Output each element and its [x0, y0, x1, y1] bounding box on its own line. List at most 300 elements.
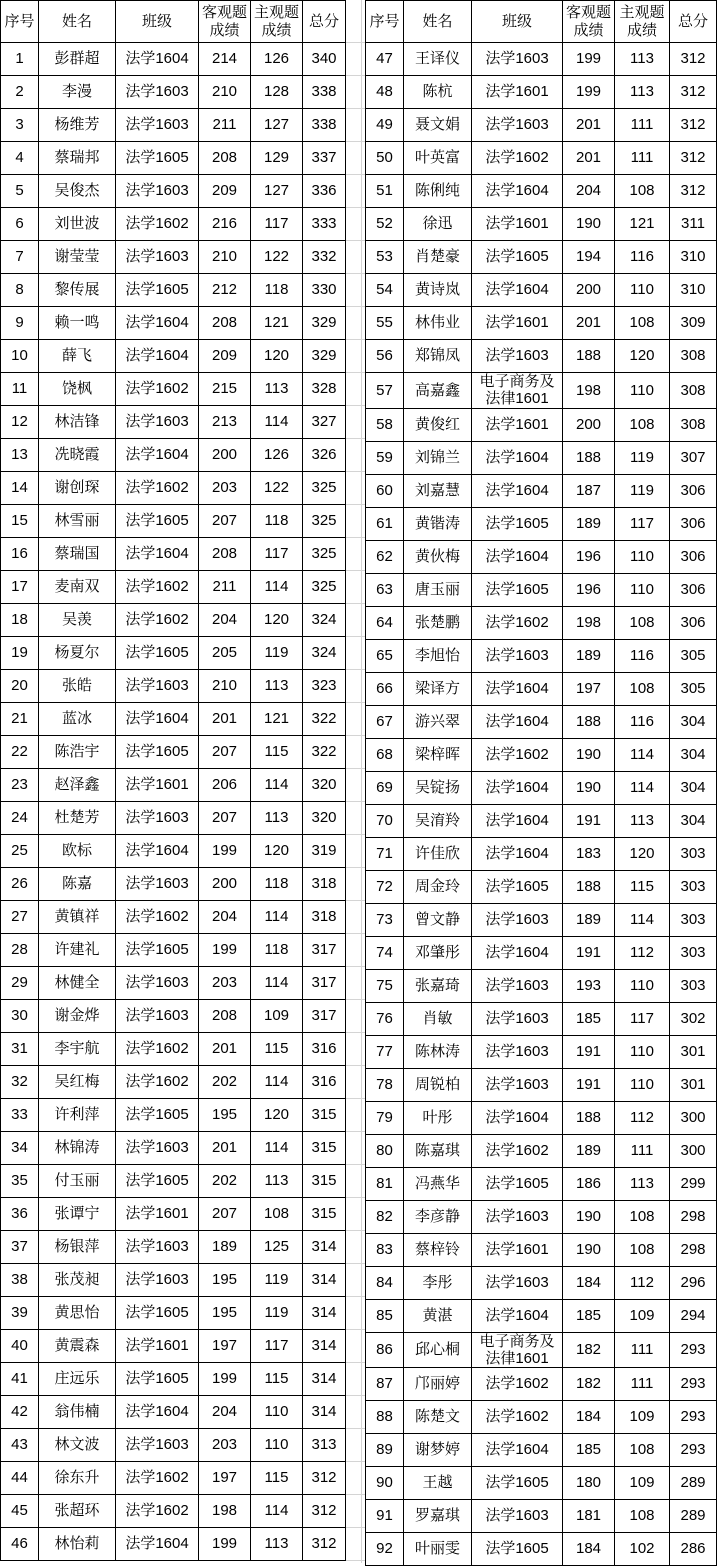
cell-objective-score: 201 — [563, 109, 615, 142]
cell-name: 黄震森 — [39, 1330, 116, 1363]
cell-name: 赵泽鑫 — [39, 769, 116, 802]
cell-seq: 49 — [366, 109, 404, 142]
cell-subjective-score: 110 — [615, 969, 670, 1002]
cell-subjective-score: 129 — [251, 142, 303, 175]
cell-seq: 86 — [366, 1332, 404, 1368]
cell-name: 黄锴涛 — [404, 507, 472, 540]
table-row — [1, 868, 346, 901]
cell-seq: 79 — [366, 1101, 404, 1134]
cell-seq: 64 — [366, 606, 404, 639]
cell-total-score: 303 — [670, 837, 717, 870]
cell-objective-score: 208 — [199, 307, 251, 340]
cell-class: 法学1602 — [116, 373, 199, 406]
cell-seq: 92 — [366, 1533, 404, 1566]
score-table-left — [0, 0, 346, 1561]
cell-class: 法学1604 — [472, 441, 563, 474]
cell-seq: 78 — [366, 1068, 404, 1101]
cell-subjective-score: 111 — [615, 1368, 670, 1401]
cell-name: 邝丽婷 — [404, 1368, 472, 1401]
cell-objective-score: 200 — [563, 408, 615, 441]
cell-objective-score: 210 — [199, 670, 251, 703]
cell-name: 李宇航 — [39, 1033, 116, 1066]
cell-subjective-score: 113 — [251, 373, 303, 406]
cell-name: 聂文娟 — [404, 109, 472, 142]
cell-total-score: 293 — [670, 1332, 717, 1368]
table-row — [366, 1200, 717, 1233]
cell-seq: 28 — [1, 934, 39, 967]
table-row — [366, 1332, 717, 1368]
cell-name: 欧标 — [39, 835, 116, 868]
cell-objective-score: 204 — [563, 175, 615, 208]
cell-objective-score: 202 — [199, 1165, 251, 1198]
cell-seq: 21 — [1, 703, 39, 736]
cell-class: 法学1604 — [116, 43, 199, 76]
cell-subjective-score: 119 — [615, 441, 670, 474]
cell-seq: 88 — [366, 1401, 404, 1434]
col-header-class: 班级 — [116, 1, 199, 43]
cell-objective-score: 200 — [199, 439, 251, 472]
cell-name: 陈楚文 — [404, 1401, 472, 1434]
cell-seq: 4 — [1, 142, 39, 175]
cell-subjective-score: 118 — [251, 274, 303, 307]
cell-seq: 24 — [1, 802, 39, 835]
cell-name: 梁梓晖 — [404, 738, 472, 771]
cell-name: 赖一鸣 — [39, 307, 116, 340]
cell-subjective-score: 108 — [615, 175, 670, 208]
cell-name: 肖敏 — [404, 1002, 472, 1035]
cell-seq: 20 — [1, 670, 39, 703]
cell-class: 法学1603 — [116, 1264, 199, 1297]
cell-total-score: 328 — [303, 373, 346, 406]
cell-subjective-score: 109 — [615, 1467, 670, 1500]
cell-class: 法学1604 — [116, 340, 199, 373]
cell-seq: 58 — [366, 408, 404, 441]
cell-seq: 22 — [1, 736, 39, 769]
cell-objective-score: 187 — [563, 474, 615, 507]
table-row — [366, 274, 717, 307]
table-row — [1, 1198, 346, 1231]
cell-name: 蔡梓铃 — [404, 1233, 472, 1266]
table-row — [1, 769, 346, 802]
cell-total-score: 316 — [303, 1066, 346, 1099]
cell-objective-score: 186 — [563, 1167, 615, 1200]
table-row — [1, 1363, 346, 1396]
cell-subjective-score: 102 — [615, 1533, 670, 1566]
cell-total-score: 293 — [670, 1368, 717, 1401]
cell-class: 法学1603 — [472, 1035, 563, 1068]
table-row — [1, 1528, 346, 1561]
cell-seq: 10 — [1, 340, 39, 373]
cell-total-score: 304 — [670, 804, 717, 837]
cell-seq: 52 — [366, 208, 404, 241]
cell-total-score: 303 — [670, 870, 717, 903]
cell-subjective-score: 122 — [251, 472, 303, 505]
cell-objective-score: 188 — [563, 870, 615, 903]
cell-class: 法学1604 — [472, 936, 563, 969]
cell-objective-score: 210 — [199, 76, 251, 109]
cell-class: 法学1603 — [472, 340, 563, 373]
cell-total-score: 306 — [670, 573, 717, 606]
cell-objective-score: 185 — [563, 1434, 615, 1467]
cell-subjective-score: 114 — [251, 1495, 303, 1528]
cell-class: 法学1603 — [116, 1231, 199, 1264]
cell-class: 法学1601 — [472, 1233, 563, 1266]
cell-class: 法学1603 — [472, 1200, 563, 1233]
cell-name: 黄伙梅 — [404, 540, 472, 573]
table-row — [1, 1495, 346, 1528]
cell-objective-score: 201 — [199, 1132, 251, 1165]
cell-subjective-score: 114 — [251, 406, 303, 439]
table-row — [1, 1330, 346, 1363]
cell-subjective-score: 108 — [615, 307, 670, 340]
cell-name: 杨银萍 — [39, 1231, 116, 1264]
cell-objective-score: 212 — [199, 274, 251, 307]
cell-name: 冯燕华 — [404, 1167, 472, 1200]
cell-objective-score: 204 — [199, 901, 251, 934]
table-row — [1, 934, 346, 967]
table-row — [1, 1033, 346, 1066]
cell-seq: 80 — [366, 1134, 404, 1167]
table-row — [1, 406, 346, 439]
table-row — [366, 307, 717, 340]
cell-class: 法学1604 — [472, 672, 563, 705]
table-row — [366, 540, 717, 573]
cell-name: 张嘉琦 — [404, 969, 472, 1002]
cell-objective-score: 215 — [199, 373, 251, 406]
table-row — [1, 1165, 346, 1198]
cell-seq: 40 — [1, 1330, 39, 1363]
cell-name: 陈浩宇 — [39, 736, 116, 769]
table-row — [366, 1167, 717, 1200]
col-header-name: 姓名 — [39, 1, 116, 43]
cell-objective-score: 209 — [199, 175, 251, 208]
cell-seq: 60 — [366, 474, 404, 507]
cell-seq: 8 — [1, 274, 39, 307]
cell-objective-score: 182 — [563, 1368, 615, 1401]
table-row — [1, 340, 346, 373]
cell-objective-score: 200 — [563, 274, 615, 307]
cell-class: 法学1605 — [116, 505, 199, 538]
cell-name: 林雪丽 — [39, 505, 116, 538]
cell-total-score: 308 — [670, 408, 717, 441]
cell-total-score: 324 — [303, 637, 346, 670]
col-header-seq: 序号 — [366, 1, 404, 43]
table-row — [366, 969, 717, 1002]
cell-subjective-score: 108 — [615, 1500, 670, 1533]
cell-class: 法学1602 — [116, 1495, 199, 1528]
cell-class: 法学1602 — [472, 1134, 563, 1167]
cell-class: 法学1602 — [472, 1401, 563, 1434]
cell-total-score: 322 — [303, 703, 346, 736]
cell-subjective-score: 117 — [251, 208, 303, 241]
cell-total-score: 332 — [303, 241, 346, 274]
cell-class: 法学1604 — [116, 1528, 199, 1561]
cell-subjective-score: 108 — [615, 1200, 670, 1233]
cell-total-score: 320 — [303, 769, 346, 802]
cell-subjective-score: 108 — [251, 1198, 303, 1231]
table-row — [366, 738, 717, 771]
cell-subjective-score: 117 — [615, 1002, 670, 1035]
cell-objective-score: 199 — [199, 1528, 251, 1561]
cell-name: 林洁锋 — [39, 406, 116, 439]
cell-class: 法学1605 — [472, 241, 563, 274]
cell-objective-score: 199 — [199, 1363, 251, 1396]
cell-total-score: 316 — [303, 1033, 346, 1066]
cell-name: 杜楚芳 — [39, 802, 116, 835]
cell-total-score: 312 — [670, 43, 717, 76]
cell-seq: 72 — [366, 870, 404, 903]
cell-class: 法学1604 — [472, 1101, 563, 1134]
cell-subjective-score: 110 — [251, 1429, 303, 1462]
cell-seq: 43 — [1, 1429, 39, 1462]
cell-total-score: 298 — [670, 1200, 717, 1233]
table-row — [366, 1434, 717, 1467]
cell-seq: 26 — [1, 868, 39, 901]
table-row — [366, 573, 717, 606]
cell-seq: 65 — [366, 639, 404, 672]
cell-name: 谢金烨 — [39, 1000, 116, 1033]
cell-seq: 62 — [366, 540, 404, 573]
cell-subjective-score: 113 — [615, 76, 670, 109]
cell-subjective-score: 127 — [251, 109, 303, 142]
cell-total-score: 306 — [670, 540, 717, 573]
table-row — [1, 274, 346, 307]
table-row — [1, 1231, 346, 1264]
cell-seq: 81 — [366, 1167, 404, 1200]
cell-objective-score: 183 — [563, 837, 615, 870]
cell-name: 张皓 — [39, 670, 116, 703]
cell-subjective-score: 108 — [615, 408, 670, 441]
cell-subjective-score: 114 — [251, 967, 303, 1000]
cell-objective-score: 189 — [563, 507, 615, 540]
cell-total-score: 323 — [303, 670, 346, 703]
cell-name: 冼晓霞 — [39, 439, 116, 472]
cell-name: 吴俊杰 — [39, 175, 116, 208]
cell-seq: 73 — [366, 903, 404, 936]
cell-class: 电子商务及法律1601 — [472, 373, 563, 409]
table-row — [366, 1368, 717, 1401]
cell-objective-score: 182 — [563, 1332, 615, 1368]
cell-subjective-score: 113 — [251, 802, 303, 835]
cell-subjective-score: 119 — [251, 637, 303, 670]
cell-seq: 25 — [1, 835, 39, 868]
cell-seq: 14 — [1, 472, 39, 505]
cell-total-score: 306 — [670, 606, 717, 639]
cell-name: 徐东升 — [39, 1462, 116, 1495]
cell-name: 陈嘉 — [39, 868, 116, 901]
cell-subjective-score: 108 — [615, 672, 670, 705]
cell-seq: 15 — [1, 505, 39, 538]
cell-name: 黄镇祥 — [39, 901, 116, 934]
cell-name: 李漫 — [39, 76, 116, 109]
cell-total-score: 300 — [670, 1101, 717, 1134]
cell-objective-score: 185 — [563, 1002, 615, 1035]
cell-seq: 11 — [1, 373, 39, 406]
cell-name: 林健全 — [39, 967, 116, 1000]
cell-seq: 2 — [1, 76, 39, 109]
table-row — [366, 1266, 717, 1299]
cell-name: 庄远乐 — [39, 1363, 116, 1396]
cell-class: 法学1601 — [472, 307, 563, 340]
cell-subjective-score: 121 — [251, 307, 303, 340]
cell-class: 法学1603 — [116, 109, 199, 142]
table-row — [366, 1134, 717, 1167]
cell-name: 张谭宁 — [39, 1198, 116, 1231]
table-gutter — [346, 0, 365, 1563]
cell-seq: 69 — [366, 771, 404, 804]
cell-name: 黄俊红 — [404, 408, 472, 441]
col-header-subjective-score: 主观题成绩 — [615, 1, 670, 43]
table-row — [366, 936, 717, 969]
cell-total-score: 325 — [303, 472, 346, 505]
cell-objective-score: 190 — [563, 208, 615, 241]
table-row — [1, 538, 346, 571]
cell-class: 法学1603 — [472, 1002, 563, 1035]
cell-class: 法学1605 — [116, 1363, 199, 1396]
cell-subjective-score: 114 — [251, 901, 303, 934]
cell-seq: 46 — [1, 1528, 39, 1561]
cell-total-score: 330 — [303, 274, 346, 307]
cell-total-score: 320 — [303, 802, 346, 835]
cell-seq: 83 — [366, 1233, 404, 1266]
cell-subjective-score: 116 — [615, 241, 670, 274]
col-header-name: 姓名 — [404, 1, 472, 43]
cell-objective-score: 203 — [199, 1429, 251, 1462]
cell-total-score: 304 — [670, 771, 717, 804]
cell-class: 法学1603 — [472, 639, 563, 672]
cell-objective-score: 199 — [563, 76, 615, 109]
table-row — [366, 1002, 717, 1035]
cell-subjective-score: 110 — [615, 274, 670, 307]
cell-class: 法学1604 — [116, 835, 199, 868]
table-row — [366, 1101, 717, 1134]
cell-objective-score: 195 — [199, 1264, 251, 1297]
cell-subjective-score: 114 — [251, 571, 303, 604]
cell-name: 陈杭 — [404, 76, 472, 109]
cell-total-score: 306 — [670, 507, 717, 540]
cell-objective-score: 184 — [563, 1401, 615, 1434]
cell-seq: 37 — [1, 1231, 39, 1264]
cell-name: 蔡瑞邦 — [39, 142, 116, 175]
cell-class: 法学1603 — [472, 1500, 563, 1533]
cell-total-score: 304 — [670, 705, 717, 738]
cell-objective-score: 203 — [199, 967, 251, 1000]
cell-total-score: 336 — [303, 175, 346, 208]
cell-subjective-score: 115 — [615, 870, 670, 903]
cell-seq: 85 — [366, 1299, 404, 1332]
table-row — [366, 1533, 717, 1566]
cell-seq: 31 — [1, 1033, 39, 1066]
cell-objective-score: 190 — [563, 1200, 615, 1233]
cell-class: 法学1604 — [472, 1434, 563, 1467]
cell-total-score: 305 — [670, 672, 717, 705]
cell-class: 法学1601 — [116, 1198, 199, 1231]
cell-total-score: 315 — [303, 1099, 346, 1132]
cell-seq: 59 — [366, 441, 404, 474]
cell-objective-score: 189 — [563, 1134, 615, 1167]
cell-seq: 12 — [1, 406, 39, 439]
cell-total-score: 338 — [303, 109, 346, 142]
cell-class: 法学1605 — [472, 870, 563, 903]
cell-objective-score: 189 — [563, 903, 615, 936]
cell-subjective-score: 126 — [251, 43, 303, 76]
cell-subjective-score: 115 — [251, 1033, 303, 1066]
cell-class: 法学1602 — [116, 472, 199, 505]
cell-objective-score: 201 — [563, 307, 615, 340]
cell-objective-score: 203 — [199, 472, 251, 505]
table-row — [366, 373, 717, 409]
cell-total-score: 333 — [303, 208, 346, 241]
cell-name: 许利萍 — [39, 1099, 116, 1132]
cell-seq: 66 — [366, 672, 404, 705]
cell-seq: 71 — [366, 837, 404, 870]
cell-total-score: 315 — [303, 1132, 346, 1165]
cell-class: 法学1604 — [472, 175, 563, 208]
cell-seq: 39 — [1, 1297, 39, 1330]
cell-total-score: 309 — [670, 307, 717, 340]
cell-objective-score: 206 — [199, 769, 251, 802]
cell-objective-score: 197 — [199, 1330, 251, 1363]
cell-name: 张楚鹏 — [404, 606, 472, 639]
cell-seq: 16 — [1, 538, 39, 571]
cell-name: 叶英富 — [404, 142, 472, 175]
table-row — [366, 837, 717, 870]
cell-class: 法学1602 — [116, 1462, 199, 1495]
table-header-left — [1, 1, 346, 43]
cell-objective-score: 188 — [563, 340, 615, 373]
cell-subjective-score: 127 — [251, 175, 303, 208]
table-row — [1, 703, 346, 736]
table-row — [1, 109, 346, 142]
cell-objective-score: 191 — [563, 1068, 615, 1101]
cell-class: 法学1603 — [116, 1132, 199, 1165]
table-row — [366, 771, 717, 804]
cell-total-score: 286 — [670, 1533, 717, 1566]
cell-name: 张超环 — [39, 1495, 116, 1528]
cell-objective-score: 184 — [563, 1533, 615, 1566]
cell-total-score: 318 — [303, 868, 346, 901]
table-row — [1, 604, 346, 637]
table-row — [366, 441, 717, 474]
cell-total-score: 300 — [670, 1134, 717, 1167]
table-row — [1, 76, 346, 109]
cell-objective-score: 198 — [199, 1495, 251, 1528]
cell-class: 法学1605 — [472, 1467, 563, 1500]
cell-name: 杨夏尔 — [39, 637, 116, 670]
cell-seq: 38 — [1, 1264, 39, 1297]
cell-seq: 19 — [1, 637, 39, 670]
cell-class: 法学1602 — [116, 1033, 199, 1066]
cell-total-score: 325 — [303, 505, 346, 538]
cell-objective-score: 185 — [563, 1299, 615, 1332]
cell-name: 吴羡 — [39, 604, 116, 637]
table-row — [366, 1467, 717, 1500]
cell-seq: 35 — [1, 1165, 39, 1198]
cell-class: 法学1601 — [116, 1330, 199, 1363]
cell-subjective-score: 126 — [251, 439, 303, 472]
cell-class: 法学1601 — [472, 408, 563, 441]
cell-class: 法学1605 — [472, 507, 563, 540]
cell-seq: 75 — [366, 969, 404, 1002]
table-row — [1, 505, 346, 538]
cell-name: 周金玲 — [404, 870, 472, 903]
cell-seq: 70 — [366, 804, 404, 837]
cell-objective-score: 214 — [199, 43, 251, 76]
cell-name: 许佳欣 — [404, 837, 472, 870]
cell-total-score: 315 — [303, 1165, 346, 1198]
cell-subjective-score: 113 — [615, 1167, 670, 1200]
cell-total-score: 312 — [303, 1528, 346, 1561]
